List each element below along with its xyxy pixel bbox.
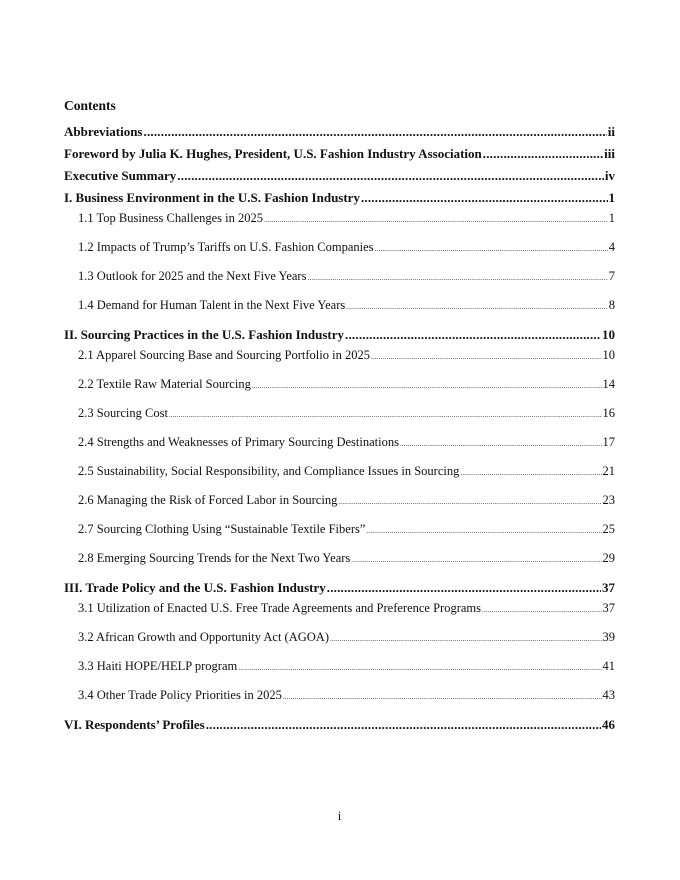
- dot-leader: [327, 580, 601, 596]
- toc-entry-page: 25: [602, 522, 615, 536]
- toc-entry[interactable]: [64, 240, 615, 255]
- toc-entry[interactable]: [64, 659, 615, 674]
- toc-entry-label: 1.2 Impacts of Trump’s Tariffs on U.S. Fashion Companies: [78, 240, 374, 254]
- toc-entry-label: VI. Respondents’ Profiles: [64, 717, 205, 732]
- toc-entry[interactable]: [64, 630, 615, 645]
- toc-entry[interactable]: [64, 406, 615, 421]
- dot-leader: [346, 298, 608, 313]
- toc-entry-page: 39: [602, 630, 615, 644]
- dot-leader: [330, 630, 602, 645]
- toc-entry-label: 2.1 Apparel Sourcing Base and Sourcing Portfolio in 2025: [78, 348, 370, 362]
- toc-entry[interactable]: [64, 522, 615, 537]
- dot-leader: [252, 377, 602, 392]
- toc-entry-page: 1: [608, 190, 615, 205]
- toc-entry-page: iii: [604, 146, 615, 161]
- toc-entry-page: 21: [602, 464, 615, 478]
- dot-leader: [169, 406, 602, 421]
- toc-entry-page: 17: [602, 435, 615, 449]
- toc-entry-page: 4: [608, 240, 615, 254]
- toc-entry-label: 2.5 Sustainability, Social Responsibility, and Compliance Issues in Sourcing: [78, 464, 460, 478]
- toc-entry[interactable]: [64, 493, 615, 508]
- toc-entry[interactable]: [64, 146, 615, 162]
- toc-entry[interactable]: [64, 551, 615, 566]
- toc-entry-label: 1.4 Demand for Human Talent in the Next Five Years: [78, 298, 346, 312]
- dot-leader: [366, 522, 601, 537]
- toc-entry[interactable]: [64, 435, 615, 450]
- toc-entry[interactable]: [64, 580, 615, 596]
- document-page: [64, 0, 615, 880]
- dot-leader: [460, 464, 601, 479]
- dot-leader: [351, 551, 601, 566]
- toc-entry-label: 1.3 Outlook for 2025 and the Next Five Years: [78, 269, 307, 283]
- toc-entry-page: 1: [608, 211, 615, 225]
- toc-entry-page: iv: [604, 168, 615, 183]
- toc-entry-label: 2.6 Managing the Risk of Forced Labor in Sourcing: [78, 493, 338, 507]
- contents-heading: Contents: [64, 98, 116, 113]
- toc-entry[interactable]: [64, 601, 615, 616]
- dot-leader: [206, 717, 601, 733]
- toc-entry-label: 2.7 Sourcing Clothing Using “Sustainable Textile Fibers”: [78, 522, 366, 536]
- dot-leader: [238, 659, 601, 674]
- dot-leader: [483, 146, 603, 162]
- dot-leader: [482, 601, 601, 616]
- toc-entry-label: 3.2 African Growth and Opportunity Act (AGOA): [78, 630, 329, 644]
- toc-entry-label: 3.3 Haiti HOPE/HELP program: [78, 659, 238, 673]
- dot-leader: [375, 240, 608, 255]
- toc-entry-label: II. Sourcing Practices in the U.S. Fashion Industry: [64, 327, 345, 342]
- toc-entry[interactable]: [64, 190, 615, 206]
- toc-entry-page: 41: [602, 659, 615, 673]
- toc-entry[interactable]: [64, 348, 615, 363]
- toc-entry-page: 37: [602, 601, 615, 615]
- toc-entry[interactable]: [64, 298, 615, 313]
- toc-entry-label: 1.1 Top Business Challenges in 2025: [78, 211, 264, 225]
- toc-entry-page: 37: [602, 580, 615, 595]
- toc-entry-page: 16: [602, 406, 615, 420]
- toc-entry[interactable]: [64, 464, 615, 479]
- toc-entry-label: 2.8 Emerging Sourcing Trends for the Next Two Years: [78, 551, 351, 565]
- toc-entry[interactable]: [64, 168, 615, 184]
- toc-entry-label: Executive Summary: [64, 168, 177, 183]
- dot-leader: [307, 269, 607, 284]
- toc-entry[interactable]: [64, 269, 615, 284]
- toc-entry-page: 23: [602, 493, 615, 507]
- toc-entry-label: 3.4 Other Trade Policy Priorities in 2025: [78, 688, 282, 702]
- toc-entry-label: Abbreviations: [64, 124, 143, 139]
- dot-leader: [264, 211, 608, 226]
- toc-entry-page: 10: [602, 348, 615, 362]
- toc-entry-page: 14: [602, 377, 615, 391]
- toc-entry-label: Foreword by Julia K. Hughes, President, U.S. Fashion Industry Association: [64, 146, 482, 161]
- toc-entry[interactable]: [64, 688, 615, 703]
- dot-leader: [177, 168, 604, 184]
- page-number-footer: i: [337, 809, 342, 823]
- toc-entry[interactable]: [64, 717, 615, 733]
- dot-leader: [144, 124, 607, 140]
- toc-entry-label: 2.3 Sourcing Cost: [78, 406, 168, 420]
- toc-entry-label: 2.4 Strengths and Weaknesses of Primary Sourcing Destinations: [78, 435, 399, 449]
- dot-leader: [345, 327, 601, 343]
- toc-entry-page: 10: [602, 327, 615, 342]
- toc-entry-page: 7: [608, 269, 615, 283]
- toc-entry-page: 43: [602, 688, 615, 702]
- toc-entry[interactable]: [64, 327, 615, 343]
- toc-entry-page: ii: [607, 124, 615, 139]
- dot-leader: [338, 493, 601, 508]
- toc-entry[interactable]: [64, 211, 615, 226]
- toc-entry[interactable]: [64, 377, 615, 392]
- toc-entry[interactable]: [64, 124, 615, 140]
- toc-entry-label: III. Trade Policy and the U.S. Fashion Industry: [64, 580, 326, 595]
- toc-entry-page: 46: [602, 717, 615, 732]
- dot-leader: [283, 688, 602, 703]
- dot-leader: [361, 190, 608, 206]
- toc-entry-label: 2.2 Textile Raw Material Sourcing: [78, 377, 251, 391]
- toc-entry-label: I. Business Environment in the U.S. Fashion Industry: [64, 190, 360, 205]
- toc-entry-page: 29: [602, 551, 615, 565]
- toc-entry-page: 8: [608, 298, 615, 312]
- toc-entry-label: 3.1 Utilization of Enacted U.S. Free Trade Agreements and Preference Programs: [78, 601, 482, 615]
- dot-leader: [371, 348, 602, 363]
- dot-leader: [400, 435, 602, 450]
